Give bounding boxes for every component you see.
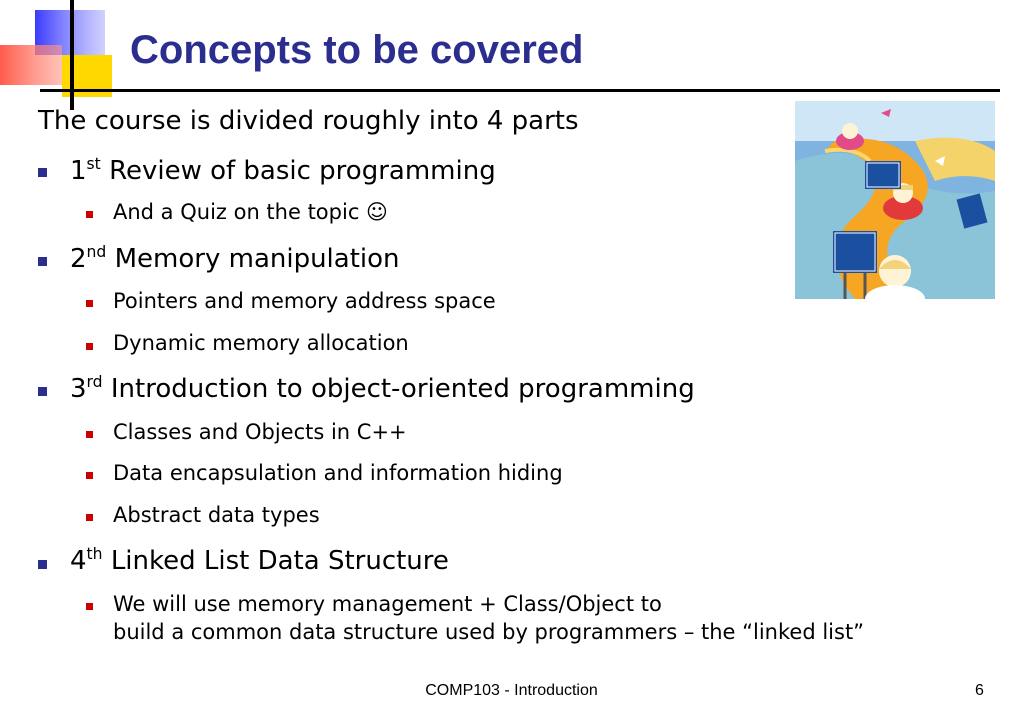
part-2-item-1: Pointers and memory address space [113,289,496,313]
part-3-heading [70,374,695,404]
part-2-ordinal: nd [86,242,107,261]
part-3-label: Introduction to object-oriented programming [110,374,695,404]
part-1-label: Review of basic programming [109,156,496,186]
sub-bullet-icon [86,472,93,479]
part-2-label: Memory manipulation [114,244,400,274]
part-3-number: 3 [70,374,87,404]
part-4-number: 4 [70,546,87,576]
sub-bullet-icon [86,514,93,521]
part-1-heading [70,156,496,186]
part-4-heading [70,546,449,576]
sub-bullet-icon [86,343,93,350]
part-4-ordinal: th [86,544,103,563]
part-2-number: 2 [70,244,87,274]
part-1-item-1: And a Quiz on the topic ☺ [113,200,388,224]
sub-bullet-icon [86,300,93,307]
part-3-ordinal: rd [86,372,103,391]
sub-bullet-icon [86,211,93,218]
bullet-icon [38,560,47,569]
road-signs-illustration [795,101,995,299]
bullet-icon [38,387,47,396]
sub-bullet-icon [86,431,93,438]
part-1-number: 1 [70,156,87,186]
part-3-item-3: Abstract data types [113,503,320,527]
part-1-ordinal: st [86,154,101,173]
part-4-item-1: We will use memory management + Class/Object to [113,592,662,616]
footer-course: COMP103 - Introduction [425,682,598,699]
part-3-item-2: Data encapsulation and information hiding [113,461,563,485]
bullet-icon [38,168,47,177]
part-2-heading [70,244,400,274]
part-3-item-1: Classes and Objects in C++ [113,420,407,444]
bullet-icon [38,257,47,266]
slide-title: Concepts to be covered [130,28,584,72]
part-4-item-2: build a common data structure used by programmers – the “linked list” [113,620,865,644]
intro-text: The course is divided roughly into 4 parts [38,106,579,136]
page-number: 6 [975,682,984,699]
part-2-item-2: Dynamic memory allocation [113,331,409,355]
part-4-label: Linked List Data Structure [110,546,449,576]
sub-bullet-icon [86,603,93,610]
